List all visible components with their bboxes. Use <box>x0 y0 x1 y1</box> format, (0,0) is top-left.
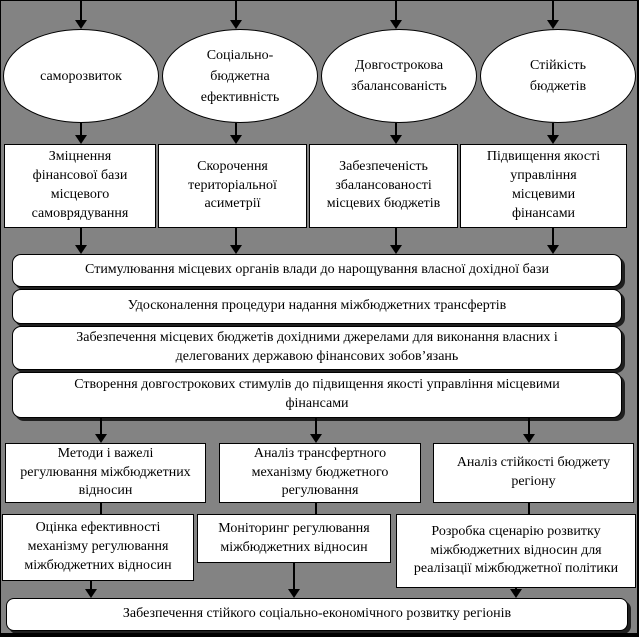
principle-label: Соціально-бюджетна ефективність <box>200 47 280 105</box>
arrow-down <box>80 228 82 245</box>
goal-label: Підвищення якості управління місцевими фінансами <box>486 149 601 221</box>
strategy-label: Створення довгострокових стимулів до підвищення якості управління місцевими фінансами <box>74 377 560 411</box>
principle-ellipse-2 <box>162 29 318 123</box>
arrow-down <box>293 563 295 589</box>
analysis-box-2 <box>197 514 391 563</box>
outcome-box <box>6 598 628 631</box>
method-label: Аналіз стійкості бюджету регіону <box>456 455 611 489</box>
arrow-down <box>80 123 82 135</box>
arrow-down <box>528 418 530 434</box>
principle-ellipse-1 <box>3 29 159 123</box>
arrow-down <box>552 1 554 20</box>
arrow-down <box>552 123 554 135</box>
method-box-2 <box>219 443 421 503</box>
arrow-down <box>395 228 397 245</box>
goal-label: Забезпеченість збалансованості місцевих бюджетів <box>326 158 441 212</box>
connector-line <box>315 503 317 514</box>
principle-label: саморозвиток <box>40 68 122 84</box>
outcome-label: Забезпечення стійкого соціально-економічного розвитку регіонів <box>122 606 512 622</box>
arrow-down <box>315 418 317 434</box>
arrow-down <box>100 418 102 434</box>
strategy-row-2 <box>12 289 622 324</box>
strategy-label: Стимулювання місцевих органів влади до нарощування власної дохідної бази <box>85 262 549 278</box>
principle-label: Довгострокова збалансованість <box>351 58 447 94</box>
goal-label: Скорочення територіальної асиметрії <box>188 158 277 212</box>
arrow-down <box>395 1 397 20</box>
arrow-down <box>90 581 92 589</box>
goal-box-1 <box>4 144 156 228</box>
analysis-label: Моніторинг регулювання міжбюджетних відносин <box>218 520 370 555</box>
strategy-label: Забезпечення місцевих бюджетів дохідними джерелами для виконання власних і делегованих державою фінансових зобов’язань <box>76 330 558 364</box>
strategy-row-3 <box>12 326 622 370</box>
method-box-1 <box>5 443 206 503</box>
arrow-down <box>515 588 517 589</box>
strategy-label: Удосконалення процедури надання міжбюджетних трансфертів <box>127 298 507 314</box>
method-label: Методи і важелі регулювання міжбюджетних відносин <box>20 445 191 499</box>
arrow-down <box>235 123 237 135</box>
analysis-label: Розробка сценарію розвитку міжбюджетних відносин для реалізації міжбюджетної політики <box>413 523 619 577</box>
arrow-down <box>395 123 397 135</box>
goal-box-3 <box>309 144 458 228</box>
method-box-3 <box>433 443 634 503</box>
analysis-box-1 <box>2 514 194 581</box>
analysis-box-3 <box>396 514 636 588</box>
goal-label: Зміцнення фінансової бази місцевого самоврядування <box>31 149 129 221</box>
connector-line <box>528 503 530 514</box>
arrow-down <box>235 228 237 245</box>
principle-ellipse-4 <box>480 29 636 123</box>
connector-line <box>100 503 102 514</box>
analysis-label: Оцінка ефективності механізму регулювання міжбюджетних відносин <box>24 520 172 573</box>
arrow-down <box>235 1 237 20</box>
method-label: Аналіз трансфертного механізму бюджетного регулювання <box>251 445 389 499</box>
strategy-row-4 <box>12 372 622 418</box>
arrow-down <box>80 1 82 20</box>
principle-label: Стійкість бюджетів <box>529 58 587 94</box>
goal-box-2 <box>158 144 307 228</box>
strategy-row-1 <box>12 254 622 287</box>
goal-box-4 <box>460 144 627 228</box>
arrow-down <box>552 228 554 245</box>
principle-ellipse-3 <box>321 29 477 123</box>
